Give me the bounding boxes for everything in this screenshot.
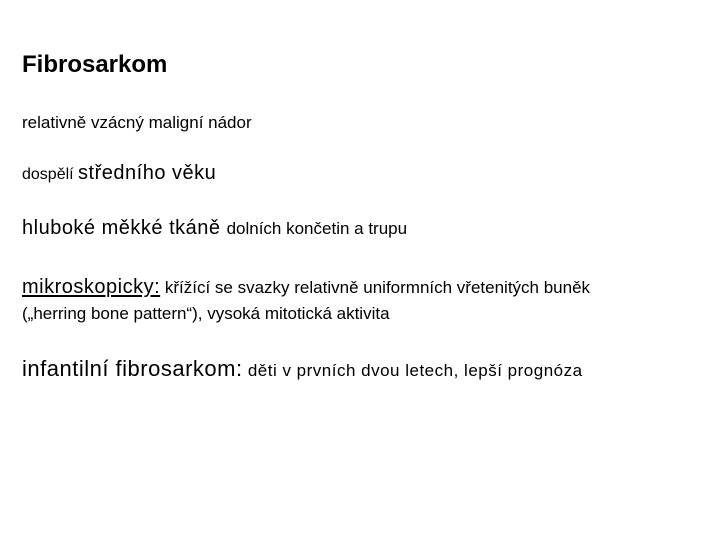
bullet-line-2 [22, 163, 216, 183]
line-4-part-2: křížící se svazky relativně uniformních vřetenitých buněk [160, 278, 591, 297]
line-6-part-1: infantilní fibrosarkom: [22, 356, 243, 381]
bullet-line-5: („herring bone pattern“), vysoká mitotická aktivita [22, 304, 390, 323]
line-4-part-1: mikroskopicky: [22, 276, 161, 298]
line-2-part-1: dospělí [22, 166, 79, 183]
line-3-part-1: hluboké měkké tkáně [22, 217, 227, 239]
bullet-line-6 [22, 358, 583, 380]
bullet-line-1: relativně vzácný maligní nádor [22, 113, 252, 132]
slide-title: Fibrosarkom [22, 51, 168, 78]
line-3-part-2: dolních končetin a trupu [226, 219, 408, 238]
bullet-line-4 [22, 277, 590, 297]
line-6-part-2: děti v prvních dvou letech, lepší prognóza [242, 361, 583, 380]
line-2-part-2: středního věku [78, 162, 217, 184]
bullet-line-3 [22, 218, 407, 238]
